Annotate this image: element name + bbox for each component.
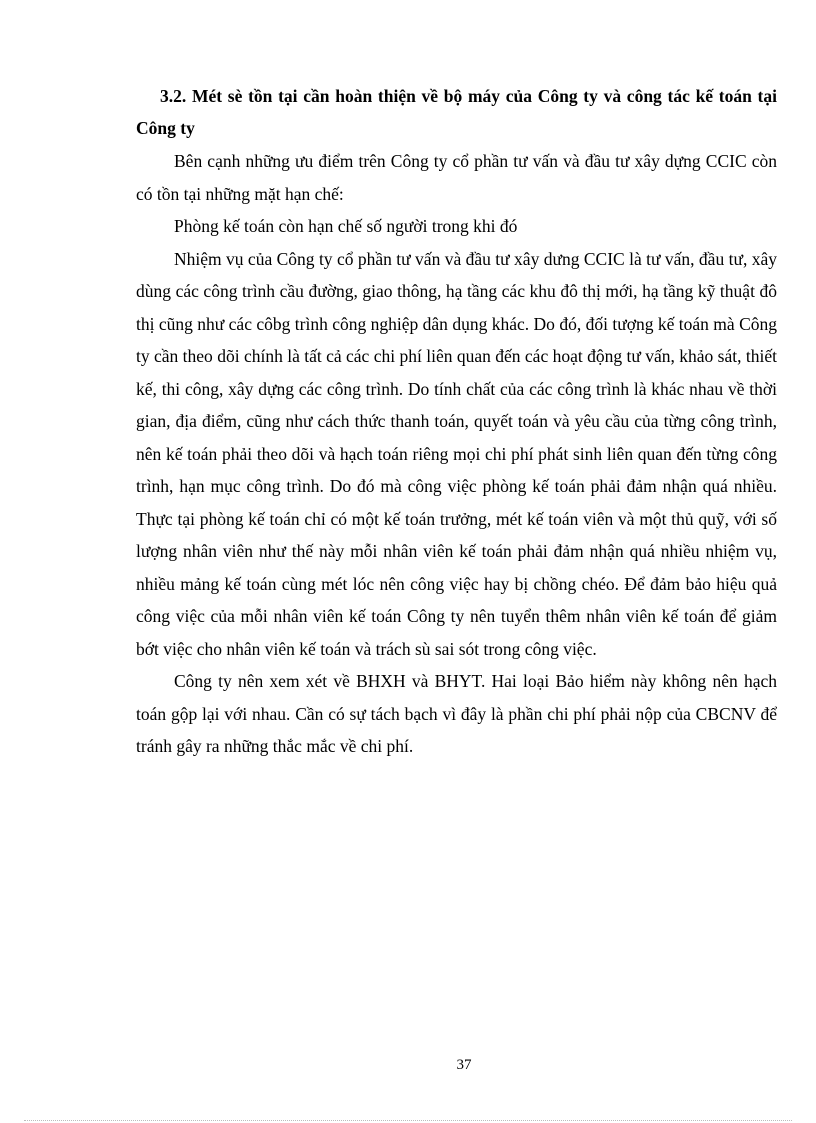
paragraph-staff-limit: Phòng kế toán còn hạn chế số người trong khi đó [174,216,518,236]
paragraph-intro: Bên cạnh những ưu điểm trên Công ty cổ phần tư vấn và đầu tư xây dựng CCIC còn có tồn tại những mặt hạn chế: [136,151,777,204]
footer-divider [24,1120,792,1121]
section-heading: 3.2. Mét sè tồn tại cần hoàn thiện về bộ máy của Công ty và công tác kế toán tại Công ty [136,86,777,138]
paragraph-insurance: Công ty nên xem xét về BHXH và BHYT. Hai loại Bảo hiểm này không nên hạch toán gộp lại với nhau. Cần có sự tách bạch vì đây là phần chi phí phải nộp của CBCNV để tránh gây ra những thắc mắc về chi phí. [136,671,777,756]
paragraph-tasks: Nhiệm vụ của Công ty cổ phần tư vấn và đầu tư xây dưng CCIC là tư vấn, đầu tư, xây dùng các công trình cầu đường, giao thông, hạ tầng các khu đô thị mới, hạ tầng kỹ thuật đô thị cũng như các côbg trình công nghiệp dân dụng khác. Do đó, đối tượng kế toán mà Công ty cần theo dõi chính là tất cả các chi phí liên quan đến các hoạt động tư vấn, khảo sát, thiết kế, thi công, xây dựng các công trình. Do tính chất của các công trình là khác nhau về thời gian, địa điểm, cũng như cách thức thanh toán, quyết toán và yêu cầu của từng công trình, nên kế toán phải theo dõi và hạch toán riêng mọi chi phí phát sinh liên quan đến từng công trình, hạn mục công trình. Do đó mà công việc phòng kế toán phải đảm nhận quá nhiều. Thực tại phòng kế toán chỉ có một kế toán trưởng, mét kế toán viên và một thủ quỹ, với số lượng nhân viên như thế này mỗi nhân viên kế toán phải đảm nhận quá nhiều nhiệm vụ, nhiều mảng kế toán cùng mét lóc nên công việc hay bị chồng chéo. Để đảm bảo hiệu quả công việc của mỗi nhân viên kế toán Công ty nên tuyển thêm nhân viên kế toán để giảm bớt việc cho nhân viên kế toán và trách sù sai sót trong công việc. [136,248,777,659]
page-number: 37 [456,1057,472,1073]
page-content [136,80,777,763]
